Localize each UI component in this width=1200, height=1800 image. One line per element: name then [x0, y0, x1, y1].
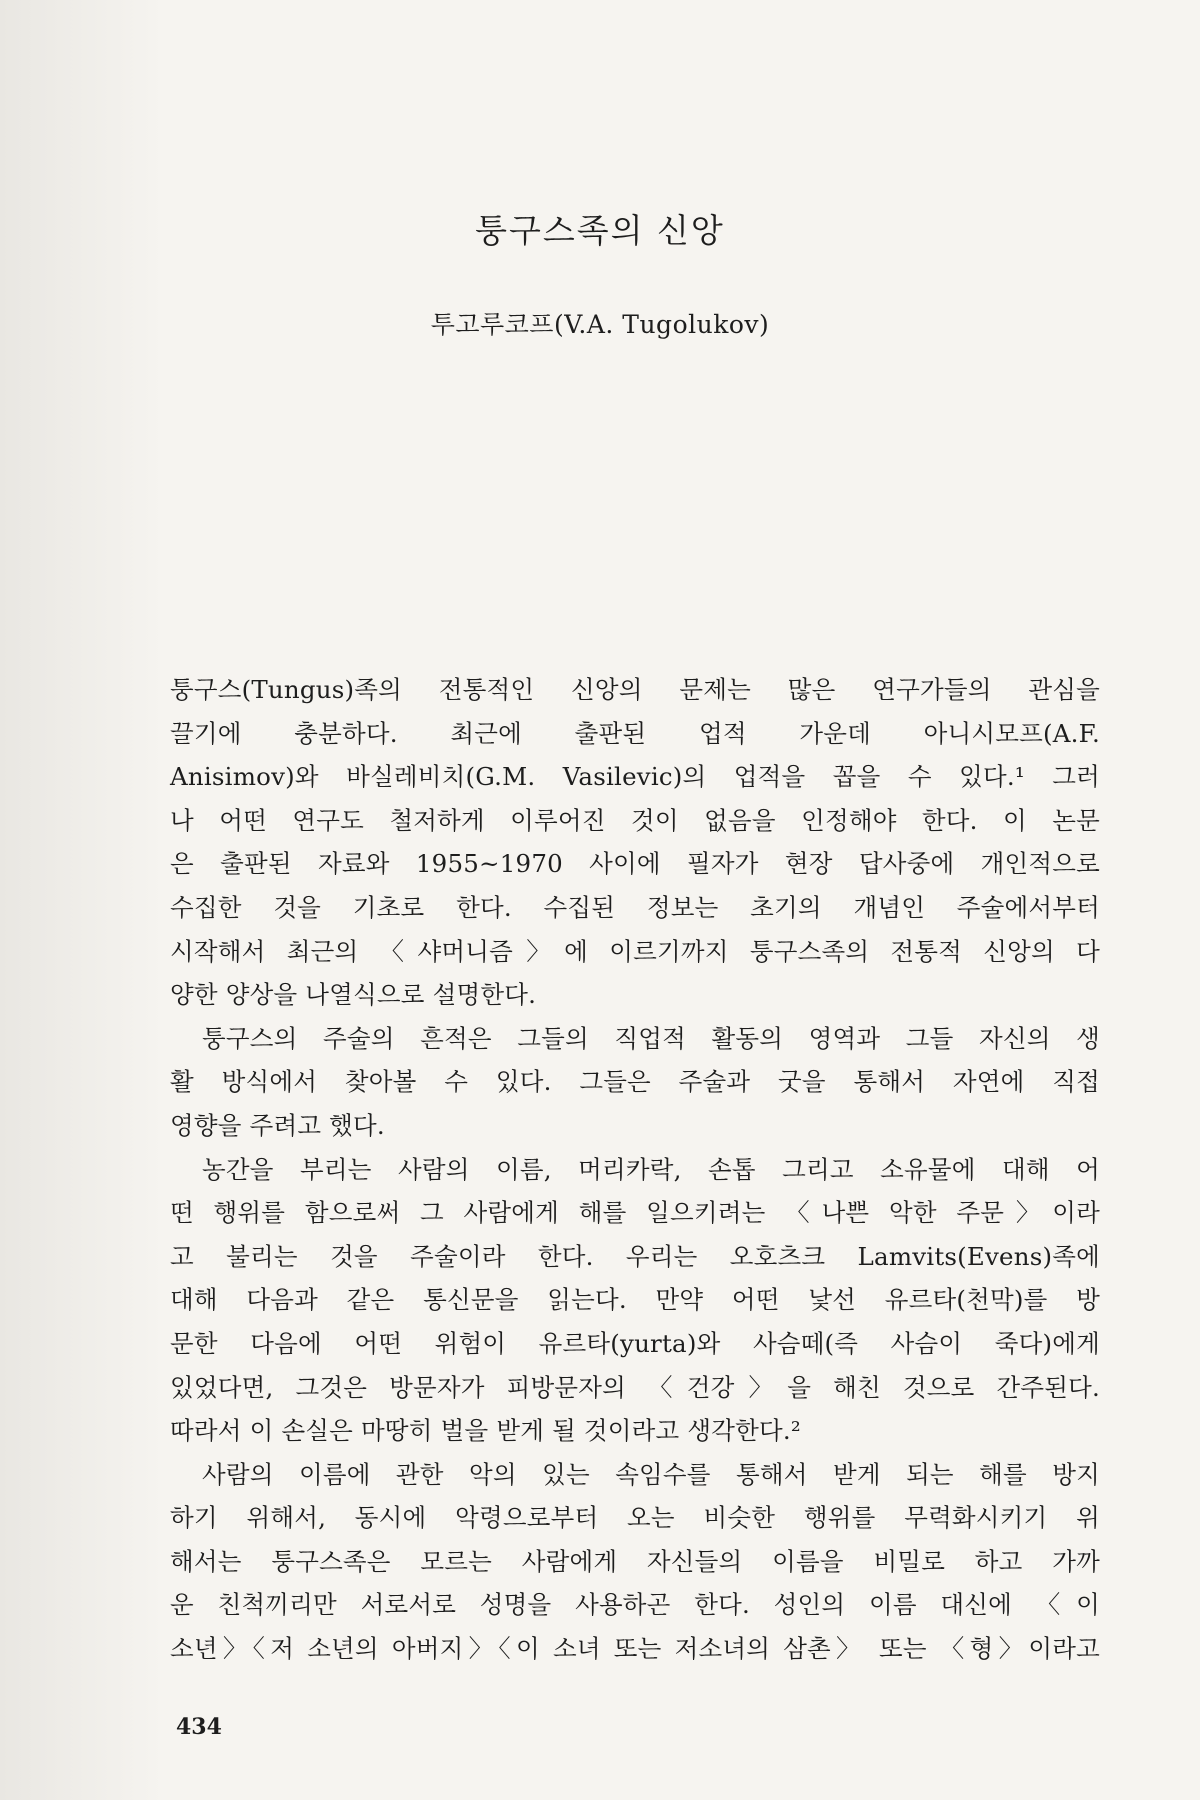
- body-line: 은 출판된 자료와 1955~1970 사이에 필자가 현장 답사중에 개인적으로: [170, 849, 1100, 879]
- body-line: 농간을 부리는 사람의 이름, 머리카락, 손톱 그리고 소유물에 대해 어: [202, 1154, 1100, 1184]
- body-line: Anisimov)와 바실레비치(G.M. Vasilevic)의 업적을 꼽을 수 있다.¹ 그러: [170, 762, 1100, 792]
- body-line: 사람의 이름에 관한 악의 있는 속임수를 통해서 받게 되는 해를 방지: [202, 1459, 1100, 1489]
- body-line: 소년〉〈저 소년의 아버지〉〈이 소녀 또는 저소녀의 삼촌〉 또는 〈형〉이라고: [170, 1634, 1100, 1664]
- body-line: 따라서 이 손실은 마땅히 벌을 받게 될 것이라고 생각한다.²: [170, 1416, 801, 1446]
- body-line: 수집한 것을 기초로 한다. 수집된 정보는 초기의 개념인 주술에서부터: [170, 892, 1100, 922]
- body-line: 퉁구스의 주술의 흔적은 그들의 직업적 활동의 영역과 그들 자신의 생: [202, 1023, 1100, 1053]
- body-line: 해서는 퉁구스족은 모르는 사람에게 자신들의 이름을 비밀로 하고 가까: [170, 1546, 1100, 1576]
- body-line: 떤 행위를 함으로써 그 사람에게 해를 일으키려는 〈나쁜 악한 주문〉이라: [170, 1198, 1100, 1228]
- body-line: 하기 위해서, 동시에 악령으로부터 오는 비슷한 행위를 무력화시키기 위: [170, 1503, 1100, 1533]
- body-line: 퉁구스(Tungus)족의 전통적인 신앙의 문제는 많은 연구가들의 관심을: [170, 675, 1100, 704]
- body-line: 나 어떤 연구도 철저하게 이루어진 것이 없음을 인정해야 한다. 이 논문: [170, 805, 1100, 835]
- article-author: 투고루코프(V.A. Tugolukov): [430, 310, 770, 339]
- body-line: 문한 다음에 어떤 위험이 유르타(yurta)와 사슴떼(즉 사슴이 죽다)에게: [170, 1328, 1100, 1358]
- body-line: 있었다면, 그것은 방문자가 피방문자의 〈건강〉을 해친 것으로 간주된다.: [170, 1372, 1100, 1402]
- body-line: 고 불리는 것을 주술이라 한다. 우리는 오호츠크 Lamvits(Evens)족에: [170, 1241, 1100, 1271]
- page-number: 434: [176, 1714, 222, 1740]
- body-line: 대해 다음과 같은 통신문을 읽는다. 만약 어떤 낯선 유르타(천막)를 방: [170, 1285, 1100, 1315]
- body-line: 영향을 주려고 했다.: [170, 1110, 385, 1140]
- body-line: 끌기에 충분하다. 최근에 출판된 업적 가운데 아니시모프(A.F.: [170, 718, 1100, 748]
- body-line: 시작해서 최근의 〈샤머니즘〉에 이르기까지 퉁구스족의 전통적 신앙의 다: [170, 936, 1100, 966]
- article-body: [170, 668, 1100, 1671]
- body-line: 활 방식에서 찾아볼 수 있다. 그들은 주술과 굿을 통해서 자연에 직접: [170, 1067, 1100, 1097]
- body-line: 운 친척끼리만 서로서로 성명을 사용하곤 한다. 성인의 이름 대신에 〈이: [170, 1590, 1100, 1620]
- article-title: 퉁구스족의 신앙: [475, 211, 725, 250]
- body-line: 양한 양상을 나열식으로 설명한다.: [170, 980, 537, 1010]
- scan-shadow: [0, 0, 165, 1800]
